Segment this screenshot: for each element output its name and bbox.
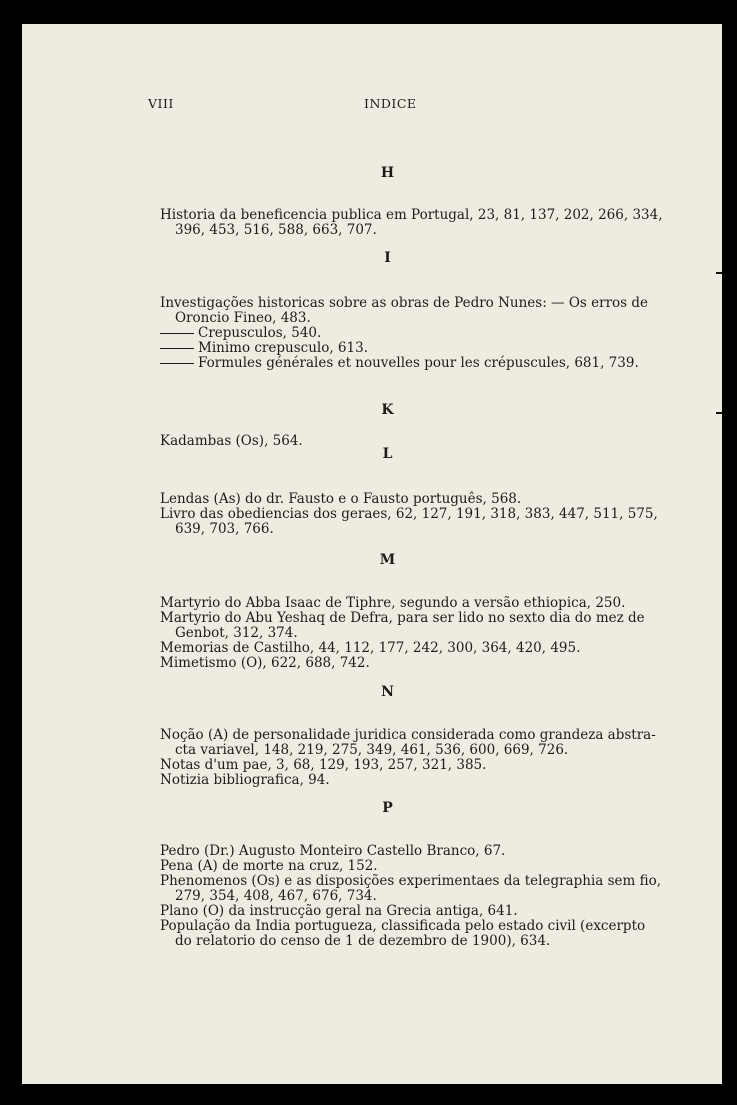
index-entry: Martyrio do Abu Yeshaq de Defra, para ser lido no sexto dia do mez de Genbot, 312, 374.: [160, 610, 645, 641]
scan-edge-mark: [716, 412, 722, 414]
section-letter-k: K: [381, 402, 395, 418]
index-entry: Plano (O) da instrucção geral na Grecia antiga, 641.: [160, 903, 518, 919]
section-letter-h: H: [380, 165, 396, 181]
index-entry: Notas d'um pae, 3, 68, 129, 193, 257, 321, 385.: [160, 757, 487, 773]
index-entry: Historia da beneficencia publica em Portugal, 23, 81, 137, 202, 266, 334, 396, 453, 516, 588, 663, 707.: [160, 207, 663, 238]
index-entry: Pena (A) de morte na cruz, 152.: [160, 858, 378, 874]
index-entry: Noção (A) de personalidade juridica considerada como grandeza abstra- cta variavel, 148, 219, 275, 349, 461, 536, 600, 669, 726.: [160, 727, 656, 758]
section-letter-i: I: [384, 250, 392, 266]
book-page: [22, 24, 722, 1084]
index-entry: Pedro (Dr.) Augusto Monteiro Castello Branco, 67.: [160, 843, 506, 859]
running-title: INDICE: [364, 96, 417, 111]
scan-edge-mark: [716, 272, 722, 274]
index-entry: Kadambas (Os), 564.: [160, 433, 303, 449]
index-entry: Investigações historicas sobre as obras de Pedro Nunes: — Os erros de Oroncio Fineo, 483. Crepusculos, 540. Minimo crepusculo, 613. Formules générales et nouvelles pour les crépuscules, 681, 739.: [160, 295, 648, 371]
index-entry: Mimetismo (O), 622, 688, 742.: [160, 655, 370, 671]
section-letter-m: M: [379, 552, 397, 568]
page-number: VIII: [148, 96, 174, 111]
index-subentry: Crepusculos, 540.: [160, 326, 644, 341]
section-letter-l: L: [382, 446, 394, 462]
index-entry: Memorias de Castilho, 44, 112, 177, 242, 300, 364, 420, 495.: [160, 640, 581, 656]
index-subentry: Minimo crepusculo, 613.: [160, 341, 644, 356]
section-letter-n: N: [381, 684, 395, 700]
section-letter-p: P: [382, 800, 394, 816]
index-subentry: Formules générales et nouvelles pour les crépuscules, 681, 739.: [160, 356, 644, 371]
index-entry: Phenomenos (Os) e as disposições experimentaes da telegraphia sem fio, 279, 354, 408, 467, 676, 734.: [160, 873, 662, 904]
index-entry: Notizia bibliografica, 94.: [160, 772, 330, 788]
index-entry: Lendas (As) do dr. Fausto e o Fausto português, 568.: [160, 491, 522, 507]
index-entry: População da India portugueza, classificada pelo estado civil (excerpto do relatorio do censo de 1 de dezembro de 1900), 634.: [160, 918, 646, 949]
index-entry: Livro das obediencias dos geraes, 62, 127, 191, 318, 383, 447, 511, 575, 639, 703, 766.: [160, 506, 658, 537]
index-entry: Martyrio do Abba Isaac de Tiphre, segundo a versão ethiopica, 250.: [160, 595, 626, 611]
